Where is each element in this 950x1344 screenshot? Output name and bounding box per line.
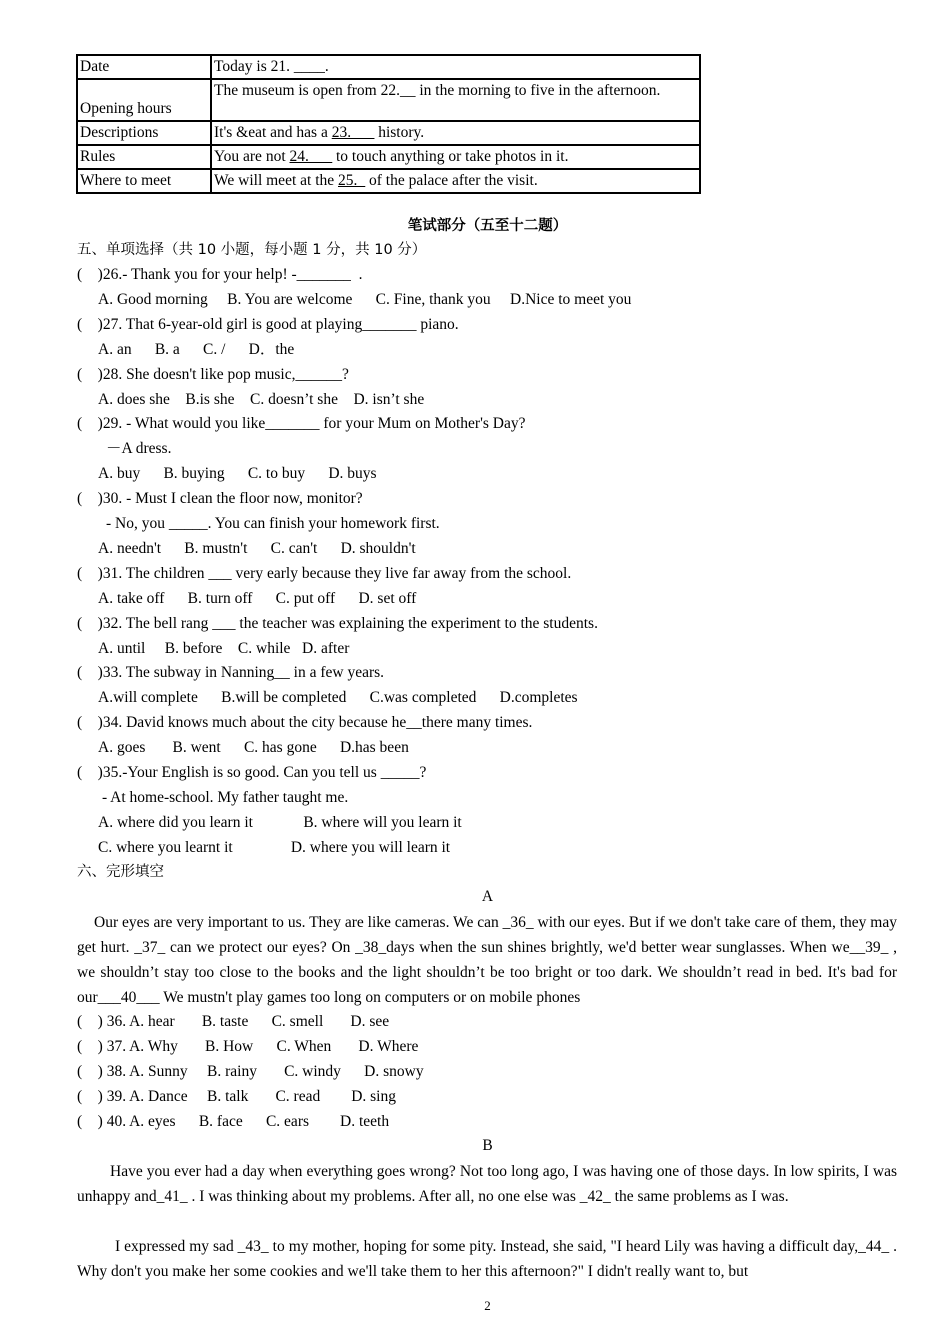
question-28-options: A. does she B.is she C. doesn’t she D. isn’t she [98, 391, 425, 408]
question-28: ( )28. She doesn't like pop music,______? [77, 366, 349, 383]
table-row [77, 169, 700, 193]
question-35-options-cd: C. where you learnt it D. where you will learn it [98, 839, 451, 856]
passage-b-label: B [482, 1137, 493, 1154]
question-29-answer: －A dress. [106, 440, 172, 457]
row-text-post: of the palace after the visit. [365, 172, 538, 189]
row-label: Where to meet [77, 169, 211, 193]
question-36: ( ) 36. A. hear B. taste C. smell D. see [77, 1013, 390, 1030]
table-row [77, 121, 700, 145]
question-33-options: A.will complete B.will be completed C.was completed D.completes [98, 689, 578, 706]
row-text-pre: You are not [214, 148, 290, 165]
passage-a-text: Our eyes are very important to us. They are like cameras. We can _36_ with our eyes. But if we don't take care of them, they may get hurt. _37_ can we protect our eyes? On _38_days when the sun shines brightly, we'd better wear sunglasses. When we__39_ , we shouldn’t stay too close to the books and the light shouldn’t be too bright or too dark. We shouldn’t read in bed. It's bad for our___40___ We mustn't play games too long on computers or on mobile phones [77, 914, 897, 1006]
blank-23: 23.___ [331, 124, 375, 141]
table-row [77, 145, 700, 169]
question-34: ( )34. David knows much about the city because he__there many times. [77, 714, 533, 731]
question-32: ( )32. The bell rang ___ the teacher was explaining the experiment to the students. [77, 615, 598, 632]
question-31-options: A. take off B. turn off C. put off D. set off [98, 590, 417, 607]
section-6-title: 六、完形填空 [77, 864, 164, 880]
question-35: ( )35.-Your English is so good. Can you tell us _____? [77, 764, 427, 781]
question-30-answer: - No, you _____. You can finish your homework first. [106, 515, 440, 532]
row-text: The museum is open from 22.__ in the morning to five in the afternoon. [211, 79, 700, 121]
table-row [77, 79, 700, 121]
question-37: ( ) 37. A. Why B. How C. When D. Where [77, 1038, 419, 1055]
row-text [211, 121, 700, 145]
question-38: ( ) 38. A. Sunny B. rainy C. windy D. snowy [77, 1063, 424, 1080]
question-40: ( ) 40. A. eyes B. face C. ears D. teeth [77, 1113, 390, 1130]
row-text-post: to touch anything or take photos in it. [332, 148, 569, 165]
question-26: ( )26.- Thank you for your help! -_______ . [77, 266, 363, 283]
table-row [77, 55, 700, 79]
question-29: ( )29. - What would you like_______ for your Mum on Mother's Day? [77, 415, 526, 432]
question-26-options: A. Good morning B. You are welcome C. Fine, thank you D.Nice to meet you [98, 291, 632, 308]
row-label: Date [77, 55, 211, 79]
blank-24: 24.___ [289, 148, 333, 165]
row-label: Descriptions [77, 121, 211, 145]
row-text [211, 169, 700, 193]
question-30: ( )30. - Must I clean the floor now, monitor? [77, 490, 363, 507]
row-text-pre: We will meet at the [214, 172, 338, 189]
row-label: Opening hours [77, 79, 211, 121]
section-5-title: 五、单项选择（共 10 小题，每小题 1 分，共 10 分） [77, 242, 427, 258]
row-text [211, 145, 700, 169]
written-part-title: 笔试部分（五至十二题） [407, 218, 568, 234]
question-35-answer: - At home-school. My father taught me. [102, 789, 349, 806]
passage-b-paragraph-2: I expressed my sad _43_ to my mother, hoping for some pity. Instead, she said, "I heard Lily was having a difficult day,_44_ . Why don't you make her some cookies and we'll take them to her this afternoon?" I didn't really want to, but [77, 1238, 897, 1280]
page-number: 2 [484, 1298, 491, 1313]
passage-a-label: A [481, 888, 494, 905]
question-33: ( )33. The subway in Nanning__ in a few years. [77, 664, 385, 681]
question-31: ( )31. The children ___ very early because they live far away from the school. [77, 565, 572, 582]
question-34-options: A. goes B. went C. has gone D.has been [98, 739, 409, 756]
question-32-options: A. until B. before C. while D. after [98, 640, 350, 657]
question-35-options-ab: A. where did you learn it B. where will you learn it [98, 814, 462, 831]
question-27-options: A. an B. a C. / D．the [98, 341, 295, 358]
row-label: Rules [77, 145, 211, 169]
question-29-options: A. buy B. buying C. to buy D. buys [98, 465, 377, 482]
blank-25: 25._ [338, 172, 366, 189]
question-27: ( )27. That 6-year-old girl is good at playing_______ piano. [77, 316, 459, 333]
question-39: ( ) 39. A. Dance B. talk C. read D. sing [77, 1088, 396, 1105]
question-30-options: A. needn't B. mustn't C. can't D. shouldn't [98, 540, 416, 557]
museum-info-table [76, 54, 701, 194]
row-text-pre: It's &eat and has a [214, 124, 332, 141]
row-text: Today is 21. ____. [211, 55, 700, 79]
passage-b-paragraph-1: Have you ever had a day when everything goes wrong? Not too long ago, I was having one of those days. In low spirits, I was unhappy and_41_ . I was thinking about my problems. After all, no one else was _42_ the same problems as I was. [77, 1163, 897, 1205]
row-text-post: history. [374, 124, 425, 141]
